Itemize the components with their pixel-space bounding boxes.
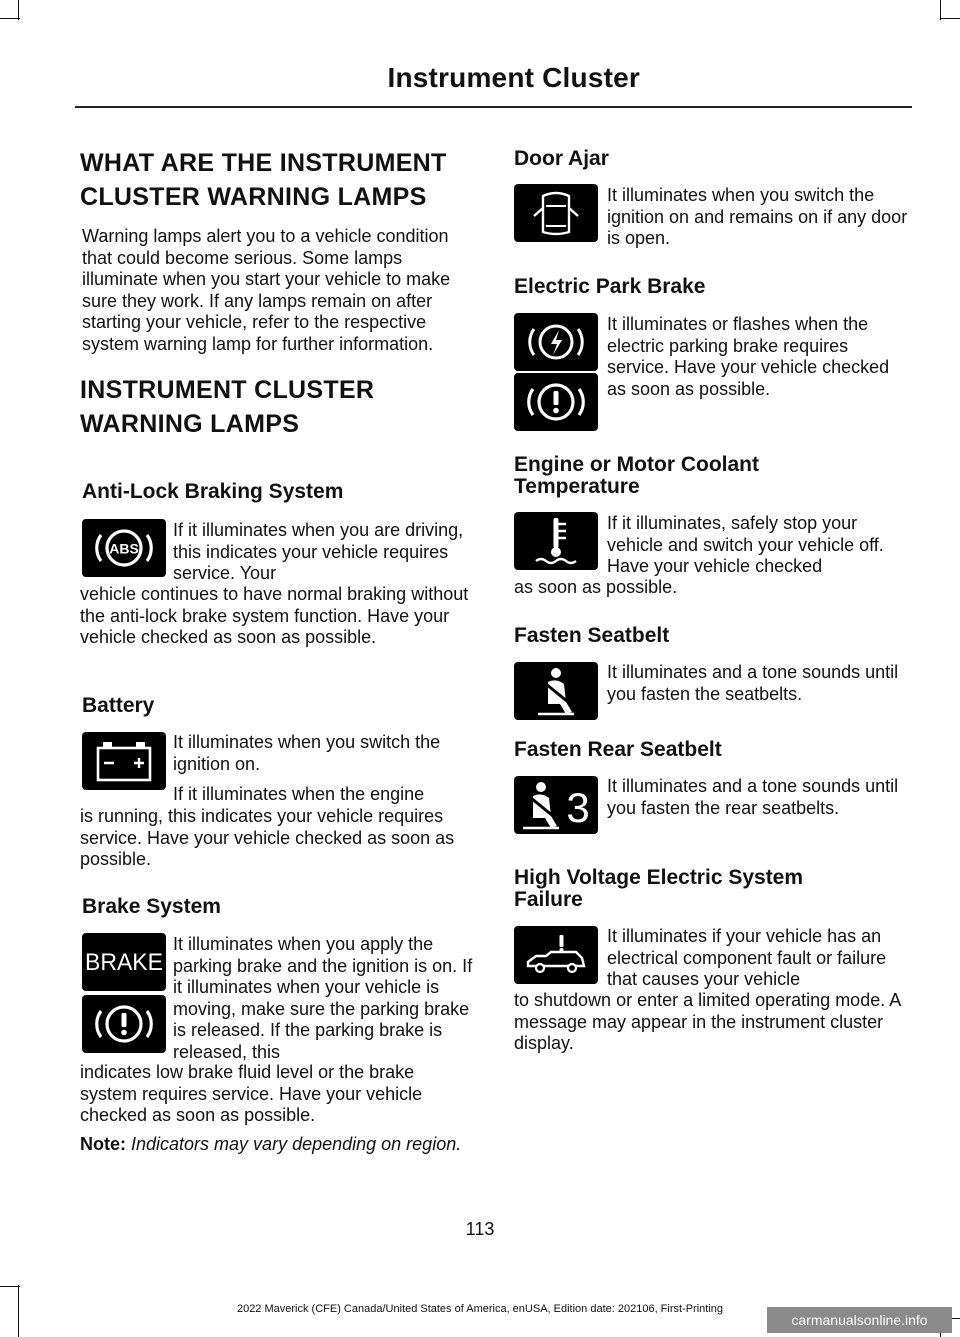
high-voltage-heading-line: Failure: [514, 888, 583, 911]
crop-mark: [940, 18, 960, 19]
electric-park-brake-icon: [514, 313, 598, 371]
electric-park-brake-description: It illuminates or flashes when the electric parking brake requires service. Have your vehicle checked as soon as possible.: [607, 314, 890, 399]
fasten-rear-seatbelt-description: It illuminates and a tone sounds until you fasten the rear seatbelts.: [607, 776, 899, 818]
high-voltage-description-continued: to shutdown or enter a limited operating mode. A message may appear in the instrument cluster display.: [514, 990, 901, 1053]
brake-icon-label: BRAKE: [85, 949, 163, 976]
door-ajar-description: It illuminates when you switch the ignition on and remains on if any door is open.: [607, 185, 908, 248]
door-ajar-heading: Door Ajar: [514, 147, 609, 170]
electric-park-brake-heading: Electric Park Brake: [514, 275, 706, 298]
fasten-rear-seatbelt-heading: Fasten Rear Seatbelt: [514, 738, 722, 761]
battery-description-engine: If it illuminates when the engine: [173, 784, 425, 804]
brake-text-icon: [82, 933, 166, 991]
crop-mark: [0, 1286, 20, 1287]
coolant-heading-line: Temperature: [514, 475, 640, 498]
note-text: Indicators may vary depending on region.: [131, 1134, 462, 1154]
coolant-description: If it illuminates, safely stop your vehicle and switch your vehicle off. Have your vehicle checked: [607, 513, 884, 576]
brake-description: It illuminates when you apply the parking brake and the ignition is on. If it illuminates when your vehicle is moving, make sure the parking brake is released. If the parking brake is released, this: [173, 934, 473, 1062]
rear-seatbelt-icon: [514, 776, 598, 834]
page-header-title: Instrument Cluster: [387, 62, 640, 93]
high-voltage-heading-line: High Voltage Electric System: [514, 866, 804, 889]
section-heading-warning-lamps: [80, 146, 480, 214]
section-heading-line: WHAT ARE THE INSTRUMENT: [80, 149, 447, 177]
high-voltage-failure-icon: [514, 926, 598, 984]
section-heading-cluster-lamps: [80, 373, 480, 441]
abs-icon-label: ABS: [109, 540, 139, 557]
brake-exclamation-icon: [82, 995, 166, 1053]
coolant-temperature-icon: [514, 512, 598, 570]
page-number: 113: [465, 1219, 495, 1239]
abs-description-continued: vehicle continues to have normal braking without the anti-lock brake system function. Have your vehicle checked as soon as possible.: [80, 584, 469, 647]
brake-system-heading: Brake System: [82, 895, 221, 918]
note: [80, 1134, 475, 1156]
brake-description-continued: indicates low brake fluid level or the brake system requires service. Have your vehicle checked as soon as possible.: [80, 1062, 423, 1125]
coolant-heading: [514, 454, 759, 498]
high-voltage-description: It illuminates if your vehicle has an electrical component fault or failure that causes your vehicle: [607, 926, 887, 989]
watermark: carmanualsonline.info: [767, 1307, 952, 1333]
door-ajar-icon: [514, 184, 598, 242]
crop-mark: [18, 0, 19, 20]
header-divider: [75, 106, 912, 108]
crop-mark: [940, 0, 941, 20]
note-label: Note:: [80, 1134, 126, 1154]
battery-description: It illuminates when you switch the ignition on.: [173, 732, 441, 774]
coolant-heading-line: Engine or Motor Coolant: [514, 453, 759, 476]
fasten-seatbelt-description: It illuminates and a tone sounds until you fasten the seatbelts.: [607, 662, 899, 704]
edition-footer: 2022 Maverick (CFE) Canada/United States of America, enUSA, Edition date: 202106, First-Printing: [236, 1303, 724, 1315]
abs-heading: Anti-Lock Braking System: [82, 480, 344, 503]
fasten-seatbelt-heading: Fasten Seatbelt: [514, 624, 670, 647]
section-heading-line: INSTRUMENT CLUSTER: [80, 376, 375, 404]
abs-description: If it illuminates when you are driving, this indicates your vehicle requires service. Your: [173, 520, 464, 583]
rear-seatbelt-icon-number: 3: [566, 784, 590, 831]
battery-description-continued: is running, this indicates your vehicle requires service. Have your vehicle checked as soon as possible.: [80, 806, 455, 869]
intro-paragraph: Warning lamps alert you to a vehicle condition that could become serious. Some lamps illuminate when you start your vehicle to make sure they work. If any lamps remain on after starting your vehicle, refer to the respective system warning lamp for further information.: [82, 226, 451, 354]
seatbelt-icon: [514, 662, 598, 720]
high-voltage-heading: [514, 867, 803, 911]
battery-heading: Battery: [82, 694, 155, 717]
coolant-description-continued: as soon as possible.: [514, 577, 678, 597]
crop-mark: [0, 18, 20, 19]
battery-warning-icon: [82, 732, 166, 790]
park-brake-exclamation-icon: [514, 373, 598, 431]
section-heading-line: WARNING LAMPS: [80, 410, 300, 438]
abs-warning-icon: [82, 519, 166, 577]
section-heading-line: CLUSTER WARNING LAMPS: [80, 183, 427, 211]
